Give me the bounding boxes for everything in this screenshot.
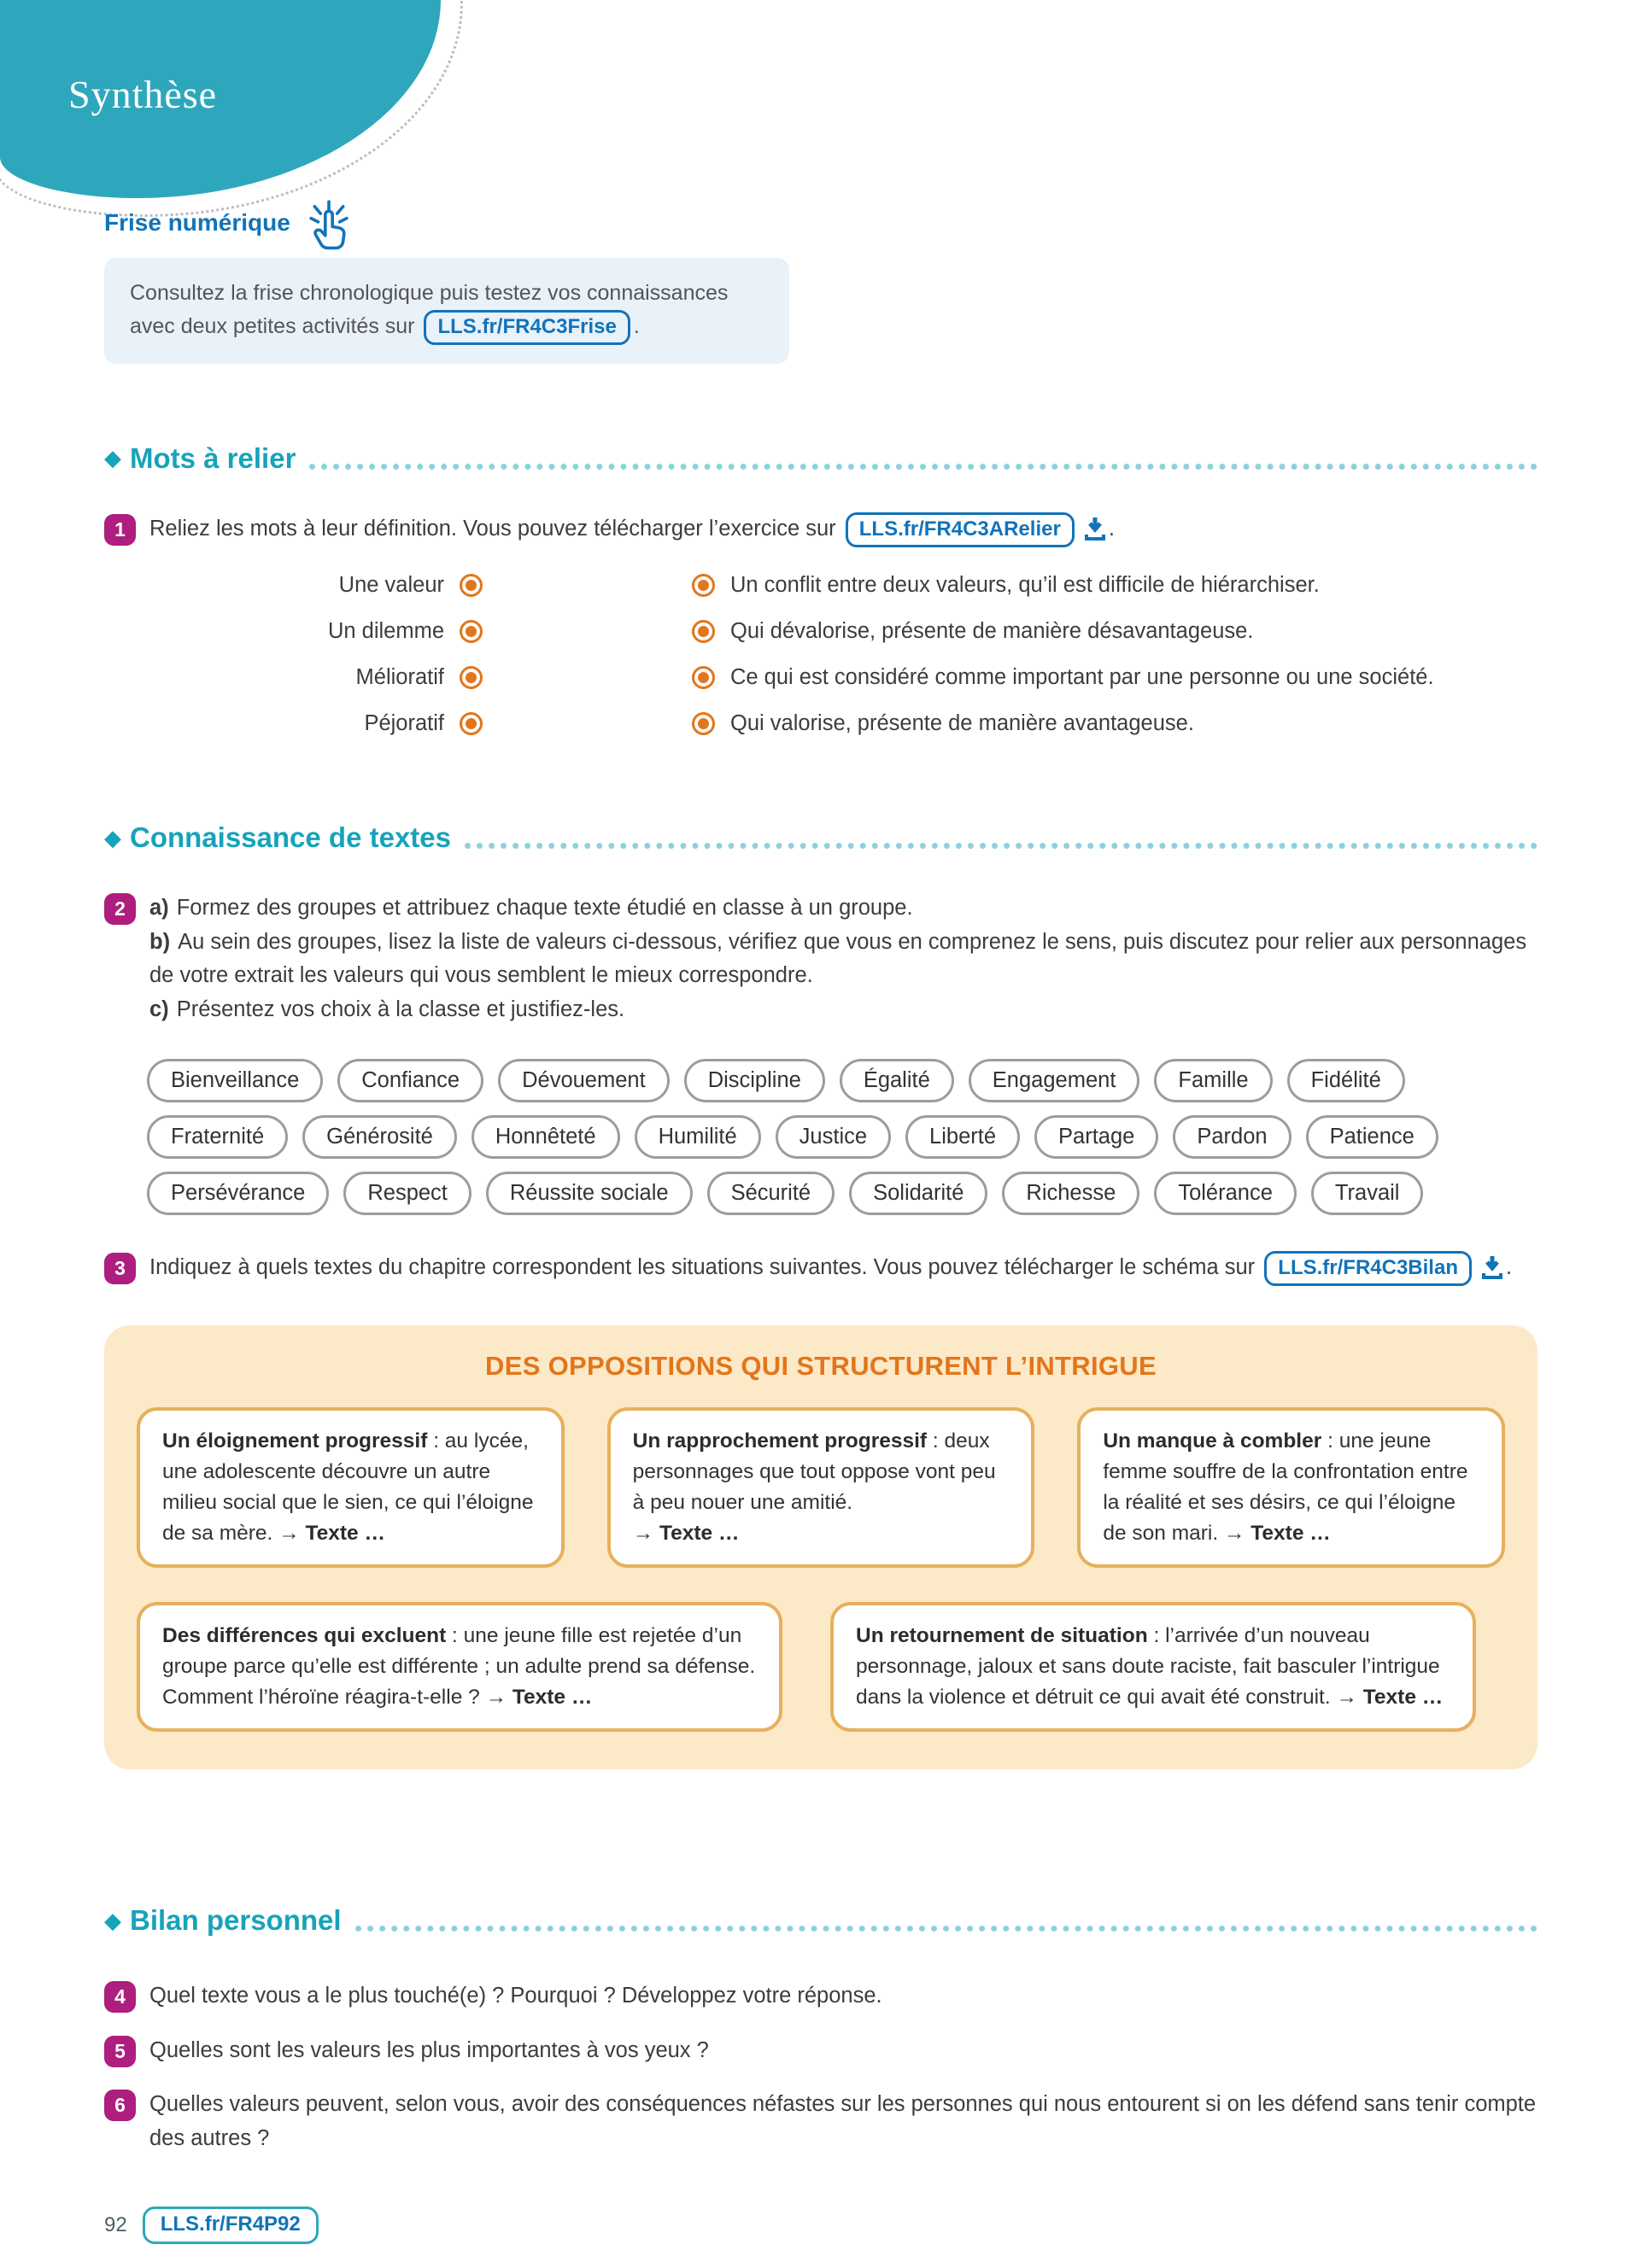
term-label: Péjoratif <box>364 710 444 735</box>
exercise-5 <box>104 2034 1538 2068</box>
card-texte: Texte … <box>1362 1686 1444 1710</box>
exercise-2c <box>149 993 1538 1027</box>
exercise-3-body <box>149 1251 1512 1286</box>
definition-row <box>692 616 1434 647</box>
radio-bullet-icon <box>692 712 715 735</box>
page-number: 92 <box>104 2213 127 2236</box>
card-arrow-line <box>633 1518 1010 1549</box>
card-lead: Un manque à combler <box>1103 1429 1322 1453</box>
opposition-card <box>1077 1407 1505 1568</box>
value-pill: Sécurité <box>707 1172 835 1215</box>
value-pill: Liberté <box>905 1115 1020 1159</box>
frise-numerique-block <box>104 208 1538 364</box>
value-pill: Tolérance <box>1154 1172 1297 1215</box>
exercise-2-body <box>149 891 1538 1026</box>
section-bilan-personnel <box>104 1904 1538 1937</box>
exercise-3-link-pill[interactable]: LLS.fr/FR4C3Bilan <box>1264 1251 1472 1286</box>
opposition-card <box>137 1407 565 1568</box>
frise-suffix: . <box>633 313 640 338</box>
section-mots-a-relier <box>104 442 1538 475</box>
frise-title: Frise numérique <box>104 209 290 236</box>
section-title: Mots à relier <box>130 441 296 474</box>
value-pill: Patience <box>1306 1115 1438 1159</box>
exercise-2c-text: Présentez vos choix à la classe et justifiez-les. <box>176 997 625 1021</box>
section-title: Bilan personnel <box>130 1904 342 1937</box>
exercise-2a-text: Formez des groupes et attribuez chaque texte étudié en classe à un groupe. <box>176 896 913 921</box>
definition-row <box>692 708 1434 739</box>
section-connaissance-de-textes <box>104 821 1538 854</box>
card-body: : une jeune fille est rejetée d’un groupe parce qu’elle est différente ; un adulte prend sa défense. Comment l’héroïne réagira-t-elle ? <box>162 1624 756 1710</box>
oppositions-cards-row1 <box>137 1407 1505 1568</box>
opposition-card <box>137 1602 782 1732</box>
opposition-card <box>830 1602 1476 1732</box>
value-pill: Pardon <box>1173 1115 1291 1159</box>
value-pill: Richesse <box>1002 1172 1139 1215</box>
term-label: Un dilemme <box>327 618 444 643</box>
item-label: c) <box>149 997 169 1021</box>
exercise-2b-text: Au sein des groupes, lisez la liste de valeurs ci-dessous, vérifiez que vous en comprenez le sens, puis discutez pour relier aux personnages de votre extrait les valeurs qui vous semblent le mieux correspondre. <box>149 929 1527 988</box>
value-pill: Partage <box>1034 1115 1158 1159</box>
card-lead: Un rapprochement progressif <box>632 1429 928 1453</box>
exercise-5-text: Quelles sont les valeurs les plus importantes à vos yeux ? <box>149 2037 709 2062</box>
card-texte: Texte … <box>1250 1522 1331 1546</box>
page-link-pill[interactable]: LLS.fr/FR4P92 <box>143 2207 319 2244</box>
frise-text-line1: Consultez la frise chronologique puis testez vos connaissances <box>130 281 729 305</box>
term-label: Une valeur <box>338 572 444 597</box>
exercise-1-suffix: . <box>1108 516 1115 541</box>
term-row <box>192 616 483 647</box>
exercise-1 <box>104 512 1538 739</box>
exercise-4-text: Quel texte vous a le plus touché(e) ? Pourquoi ? Développez votre réponse. <box>149 1984 882 2008</box>
exercise-6 <box>104 2088 1538 2155</box>
exercise-2b <box>149 926 1538 993</box>
values-row <box>147 1059 1538 1102</box>
exercise-number-badge: 1 <box>104 514 136 546</box>
card-texte: Texte … <box>305 1522 385 1546</box>
dotted-rule <box>355 1920 1538 1932</box>
section-title: Connaissance de textes <box>130 821 451 854</box>
value-pill: Fidélité <box>1287 1059 1405 1102</box>
click-hand-icon <box>302 198 355 253</box>
exercise-number-badge: 4 <box>104 1981 136 2013</box>
oppositions-cards-row2 <box>137 1602 1505 1732</box>
download-icon[interactable] <box>1480 1254 1504 1280</box>
card-body: : une jeune femme souffre de la confrontation entre la réalité et ses désirs, ce qui l’éloigne de son mari. <box>1103 1429 1468 1546</box>
frise-info-box <box>104 258 789 364</box>
value-pill: Discipline <box>684 1059 825 1102</box>
oppositions-panel <box>104 1325 1538 1769</box>
exercise-2 <box>104 891 1538 1026</box>
frise-heading <box>104 208 1538 253</box>
card-lead: Des différences qui excluent <box>162 1624 447 1648</box>
card-body: : l’arrivée d’un nouveau personnage, jaloux et sans doute raciste, fait basculer l’intrigue dans la violence et détruit ce qui avait été construit. <box>856 1624 1440 1710</box>
dotted-rule <box>465 837 1538 849</box>
radio-bullet-icon <box>460 666 483 689</box>
card-texte: Texte … <box>512 1686 593 1710</box>
diamond-icon: ◆ <box>104 824 121 850</box>
frise-text-line2: avec deux petites activités sur <box>130 313 415 338</box>
diamond-icon: ◆ <box>104 1907 121 1933</box>
value-pill: Réussite sociale <box>486 1172 693 1215</box>
term-label: Mélioratif <box>355 664 444 689</box>
arrow-icon: → <box>485 1686 507 1710</box>
value-pill: Solidarité <box>849 1172 987 1215</box>
frise-link-pill[interactable]: LLS.fr/FR4C3Frise <box>424 310 630 345</box>
arrow-icon: → <box>1336 1686 1357 1710</box>
card-body: : au lycée, une adolescente découvre un autre milieu social que le sien, ce qui l’éloigne de sa mère. <box>162 1429 534 1546</box>
opposition-card <box>607 1407 1035 1568</box>
oppositions-title: DES OPPOSITIONS QUI STRUCTURENT L’INTRIGUE <box>485 1351 1157 1382</box>
term-row <box>192 662 483 693</box>
radio-bullet-icon <box>460 620 483 643</box>
exercise-2a <box>149 891 1538 926</box>
values-row <box>147 1172 1538 1215</box>
definition-label: Qui dévalorise, présente de manière désavantageuse. <box>730 618 1254 643</box>
item-label: a) <box>149 896 169 921</box>
diamond-icon: ◆ <box>104 445 121 471</box>
radio-bullet-icon <box>692 574 715 597</box>
exercise-6-text: Quelles valeurs peuvent, selon vous, avoir des conséquences néfastes sur les personnes qui nous entourent si on les défend sans tenir compte des autres ? <box>149 2092 1537 2150</box>
value-pill: Engagement <box>969 1059 1140 1102</box>
terms-column <box>192 570 483 739</box>
value-pill: Justice <box>776 1115 891 1159</box>
value-pill: Bienveillance <box>147 1059 323 1102</box>
value-pill: Respect <box>343 1172 472 1215</box>
value-pill: Confiance <box>337 1059 483 1102</box>
exercise-number-badge: 5 <box>104 2036 136 2067</box>
value-pill: Honnêteté <box>472 1115 620 1159</box>
definition-row <box>692 662 1434 693</box>
card-lead: Un éloignement progressif <box>162 1429 428 1453</box>
value-pill: Humilité <box>635 1115 761 1159</box>
card-body: : deux personnages que tout oppose vont peu à peu nouer une amitié. <box>632 1429 996 1515</box>
definition-label: Ce qui est considéré comme important par une personne ou une société. <box>730 664 1434 689</box>
page-title: Synthèse <box>68 73 218 116</box>
value-pill: Générosité <box>302 1115 457 1159</box>
value-pill: Famille <box>1154 1059 1272 1102</box>
value-pill: Persévérance <box>147 1172 329 1215</box>
definition-label: Qui valorise, présente de manière avantageuse. <box>730 710 1194 735</box>
term-row <box>192 570 483 601</box>
value-pill: Fraternité <box>147 1115 288 1159</box>
value-pill: Dévouement <box>498 1059 670 1102</box>
exercise-number-badge: 3 <box>104 1253 136 1284</box>
dotted-rule <box>309 458 1538 470</box>
value-pill: Travail <box>1311 1172 1424 1215</box>
radio-bullet-icon <box>460 712 483 735</box>
radio-bullet-icon <box>460 574 483 597</box>
term-row <box>192 708 483 739</box>
exercise-1-link-pill[interactable]: LLS.fr/FR4C3ARelier <box>846 512 1075 547</box>
exercise-4 <box>104 1979 1538 2014</box>
item-label: b) <box>149 929 171 954</box>
exercise-number-badge: 6 <box>104 2090 136 2121</box>
definition-label: Un conflit entre deux valeurs, qu’il est difficile de hiérarchiser. <box>730 572 1320 597</box>
arrow-icon: → <box>278 1522 300 1546</box>
exercise-1-text: Reliez les mots à leur définition. Vous pouvez télécharger l’exercice sur <box>149 516 836 541</box>
radio-bullet-icon <box>692 666 715 689</box>
values-list <box>147 1059 1538 1215</box>
matching-exercise <box>192 570 1434 739</box>
exercise-number-badge: 2 <box>104 893 136 925</box>
exercise-3-text: Indiquez à quels textes du chapitre correspondent les situations suivantes. Vous pouvez télécharger le schéma sur <box>149 1255 1256 1280</box>
page-footer <box>104 2207 319 2244</box>
card-lead: Un retournement de situation <box>856 1624 1148 1648</box>
values-row <box>147 1115 1538 1159</box>
value-pill: Égalité <box>840 1059 954 1102</box>
exercise-3 <box>104 1251 1538 1286</box>
exercise-1-body <box>149 512 1434 739</box>
arrow-icon: → <box>632 1522 654 1546</box>
card-texte: Texte … <box>659 1522 740 1546</box>
download-icon[interactable] <box>1083 516 1107 541</box>
arrow-icon: → <box>1223 1522 1245 1546</box>
exercise-3-suffix: . <box>1505 1255 1513 1280</box>
definitions-column <box>692 570 1434 739</box>
radio-bullet-icon <box>692 620 715 643</box>
definition-row <box>692 570 1434 601</box>
